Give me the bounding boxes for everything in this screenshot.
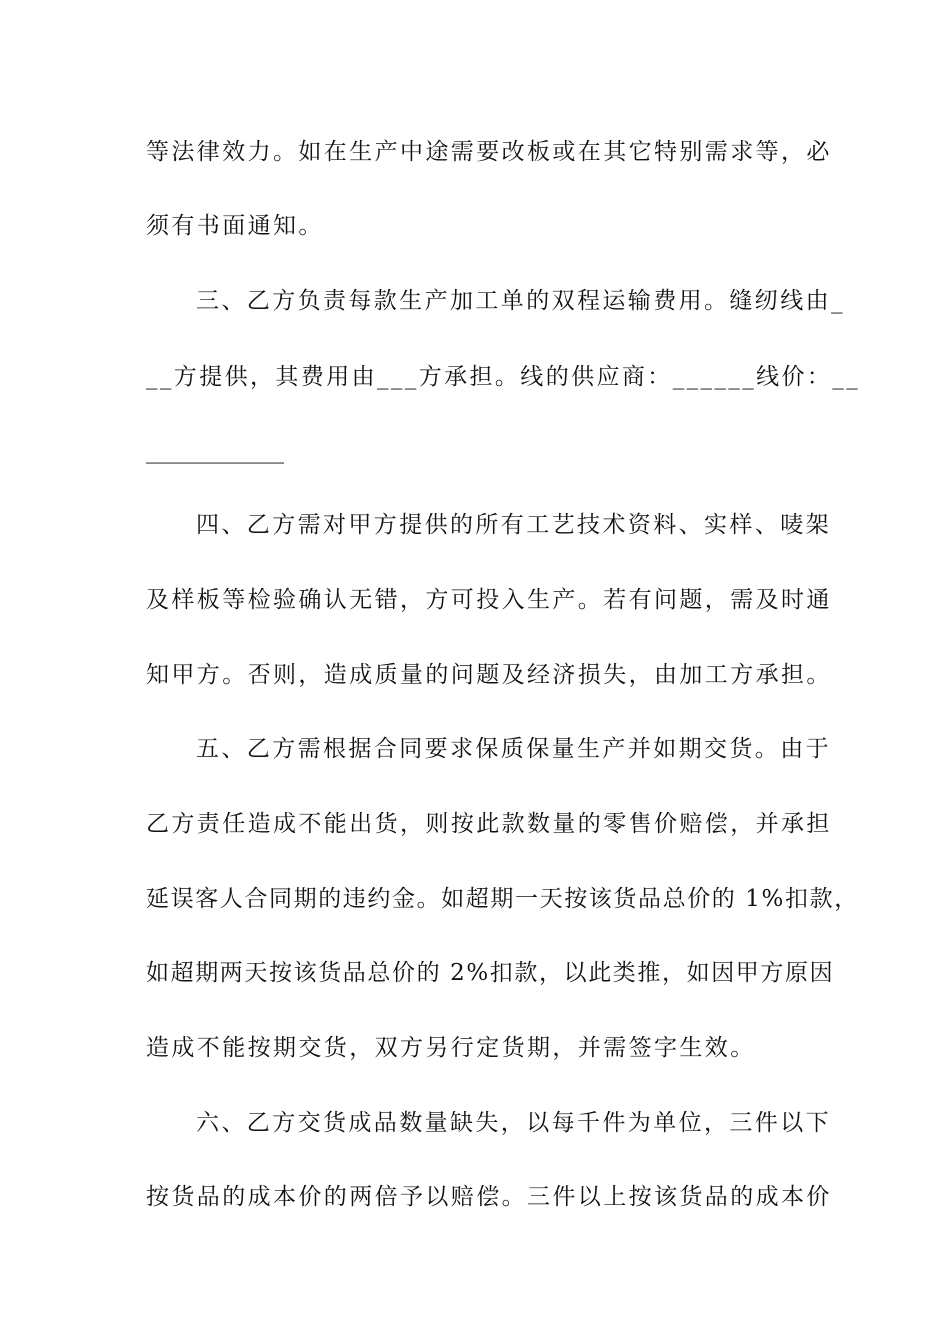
text-line: 延误客人合同期的违约金。如超期一天按该货品总价的 1%扣款， (146, 886, 859, 912)
text-line: 如超期两天按该货品总价的 2%扣款，以此类推，如因甲方原因 (146, 960, 835, 986)
text-line: 六、乙方交货成品数量缺失，以每千件为单位，三件以下 (196, 1110, 831, 1136)
text-line: 按货品的成本价的两倍予以赔偿。三件以上按该货品的成本价 (146, 1184, 832, 1210)
text-line: 四、乙方需对甲方提供的所有工艺技术资料、实样、唛架 (196, 512, 831, 538)
text-line: 知甲方。否则，造成质量的问题及经济损失，由加工方承担。 (146, 662, 832, 688)
text-line: 三、乙方负责每款生产加工单的双程运输费用。缝纫线由_ (196, 288, 845, 314)
text-line: 及样板等检验确认无错，方可投入生产。若有问题，需及时通 (146, 587, 832, 613)
text-line: 须有书面通知。 (146, 213, 324, 239)
text-line: __方提供，其费用由___方承担。线的供应商：______线价：__ (146, 364, 861, 390)
text-line: 五、乙方需根据合同要求保质保量生产并如期交货。由于 (196, 736, 831, 762)
text-line: 等法律效力。如在生产中途需要改板或在其它特别需求等，必 (146, 139, 832, 165)
text-line: 乙方责任造成不能出货，则按此款数量的零售价赔偿，并承担 (146, 811, 832, 837)
text-line: 造成不能按期交货，双方另行定货期，并需签字生效。 (146, 1035, 756, 1061)
text-line: ____________ (146, 438, 284, 464)
